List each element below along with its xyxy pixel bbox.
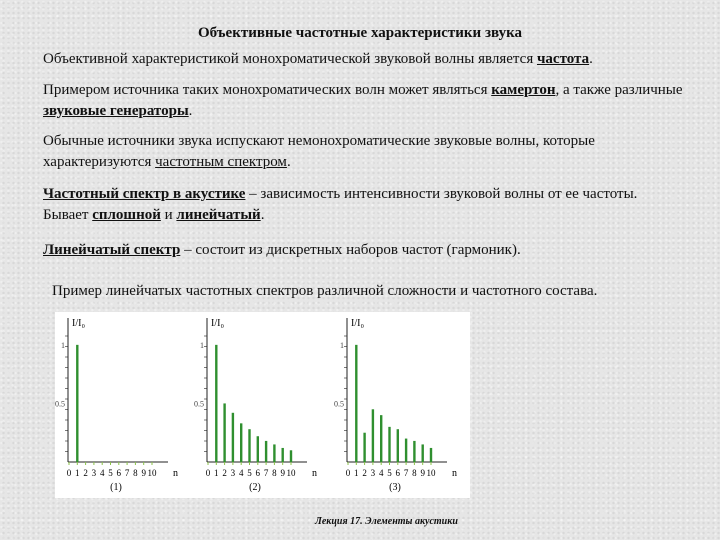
x-tick-label: 9 xyxy=(141,468,146,478)
x-tick-label: 0 xyxy=(345,468,351,478)
term-line-spectrum: Линейчатый спектр xyxy=(43,242,181,258)
chart-caption: (3) xyxy=(389,482,401,493)
spectral-line xyxy=(355,345,357,462)
x-axis-label: n xyxy=(312,468,317,479)
spectral-line xyxy=(380,415,382,462)
x-tick-label: 3 xyxy=(230,468,236,478)
x-tick-label: 8 xyxy=(272,468,277,478)
x-tick-label: 5 xyxy=(387,468,392,478)
x-tick-label: 2 xyxy=(83,468,88,478)
spectral-line xyxy=(76,345,78,462)
x-axis-label: n xyxy=(173,468,178,479)
x-tick-label: 6 xyxy=(395,468,401,478)
x-tick-label: 10 xyxy=(426,468,436,478)
x-tick-label: 1 xyxy=(75,468,80,478)
x-tick-label: 3 xyxy=(370,468,376,478)
spectral-line xyxy=(265,441,267,462)
x-tick-label: 2 xyxy=(362,468,367,478)
y-tick-label: 0.5 xyxy=(194,399,204,409)
lecture-footer: Лекция 17. Элементы акустики xyxy=(315,516,458,527)
x-tick-label: 5 xyxy=(108,468,113,478)
p2-mid: , а также различные xyxy=(555,82,683,98)
y-axis-label: I/I₀ xyxy=(351,318,364,329)
y-tick-label: 1 xyxy=(340,340,344,350)
figure-intro: Пример линейчатых частотных спектров различной сложности и частотного состава. xyxy=(52,283,598,299)
x-tick-label: 10 xyxy=(147,468,157,478)
spectra-figure xyxy=(55,312,470,498)
paragraph-spectrum-definition xyxy=(43,184,683,226)
x-tick-label: 0 xyxy=(205,468,211,478)
paragraph-frequency xyxy=(43,49,683,70)
x-tick-label: 5 xyxy=(247,468,252,478)
x-tick-label: 6 xyxy=(255,468,261,478)
y-tick-label: 1 xyxy=(200,340,204,350)
term-spectrum-in-acoustics: Частотный спектр в акустике xyxy=(43,186,246,202)
spectral-line xyxy=(388,427,390,462)
p2-text: Примером источника таких монохроматических волн может являться xyxy=(43,82,492,98)
x-tick-label: 8 xyxy=(133,468,138,478)
spectral-line xyxy=(290,450,292,462)
spectral-line xyxy=(372,409,374,462)
x-tick-label: 3 xyxy=(91,468,97,478)
p3-text: Обычные источники звука испускают немонохроматические звуковые волны, которые характеризуются xyxy=(43,133,595,170)
y-tick-label: 0.5 xyxy=(334,399,344,409)
term-sound-generators: звуковые генераторы xyxy=(43,103,189,119)
x-tick-label: 1 xyxy=(354,468,359,478)
paragraph-line-spectrum xyxy=(43,240,683,261)
x-tick-label: 9 xyxy=(280,468,285,478)
spectral-line xyxy=(405,439,407,462)
x-tick-label: 6 xyxy=(116,468,122,478)
p1-text: Объективной характеристикой монохроматической звуковой волны является xyxy=(43,51,537,67)
x-tick-label: 4 xyxy=(238,468,244,478)
paragraph-sources xyxy=(43,80,683,122)
spectral-line xyxy=(232,413,234,462)
term-frequency: частота xyxy=(536,51,590,67)
spectral-line xyxy=(273,444,275,462)
x-tick-label: 7 xyxy=(263,468,269,478)
spectral-line xyxy=(248,429,250,462)
term-frequency-spectrum: частотным спектром xyxy=(155,154,287,170)
paragraph-spectrum xyxy=(43,131,683,173)
term-line: линейчатый xyxy=(176,207,261,223)
spectral-line xyxy=(215,345,217,462)
spectral-line xyxy=(282,448,284,462)
x-tick-label: 4 xyxy=(99,468,105,478)
p4-end: . xyxy=(260,207,265,223)
x-tick-label: 8 xyxy=(412,468,417,478)
p1-end: . xyxy=(589,51,593,67)
p4-and: и xyxy=(160,207,177,223)
x-tick-label: 1 xyxy=(214,468,219,478)
spectral-line xyxy=(363,433,365,462)
y-axis-label: I/I₀ xyxy=(72,318,85,329)
x-tick-label: 2 xyxy=(222,468,227,478)
x-axis-label: n xyxy=(452,468,457,479)
chart-caption: (2) xyxy=(249,482,261,493)
p2-end: . xyxy=(188,103,193,119)
p4-text: – зависимость интенсивности звуковой волны от ее частоты. Бывает xyxy=(43,186,638,223)
x-tick-label: 0 xyxy=(66,468,72,478)
spectral-line xyxy=(430,448,432,462)
term-continuous: сплошной xyxy=(92,207,161,223)
y-tick-label: 1 xyxy=(61,340,65,350)
x-tick-label: 9 xyxy=(420,468,425,478)
spectral-line xyxy=(257,436,259,462)
spectra-charts xyxy=(55,312,470,498)
slide-title: Объективные частотные характеристики звука xyxy=(198,25,522,41)
x-tick-label: 4 xyxy=(378,468,384,478)
x-tick-label: 7 xyxy=(124,468,130,478)
spectral-line xyxy=(240,423,242,462)
p3-end: . xyxy=(286,154,291,170)
y-tick-label: 0.5 xyxy=(55,399,65,409)
y-axis-label: I/I₀ xyxy=(211,318,224,329)
x-tick-label: 7 xyxy=(403,468,409,478)
spectral-line xyxy=(413,441,415,462)
spectral-line xyxy=(223,403,225,462)
term-tuning-fork: камертон xyxy=(491,82,556,98)
x-tick-label: 10 xyxy=(286,468,296,478)
spectral-line xyxy=(397,429,399,462)
chart-caption: (1) xyxy=(110,482,122,493)
spectral-line xyxy=(422,444,424,462)
p5-text: – состоит из дискретных наборов частот (гармоник). xyxy=(180,242,521,258)
